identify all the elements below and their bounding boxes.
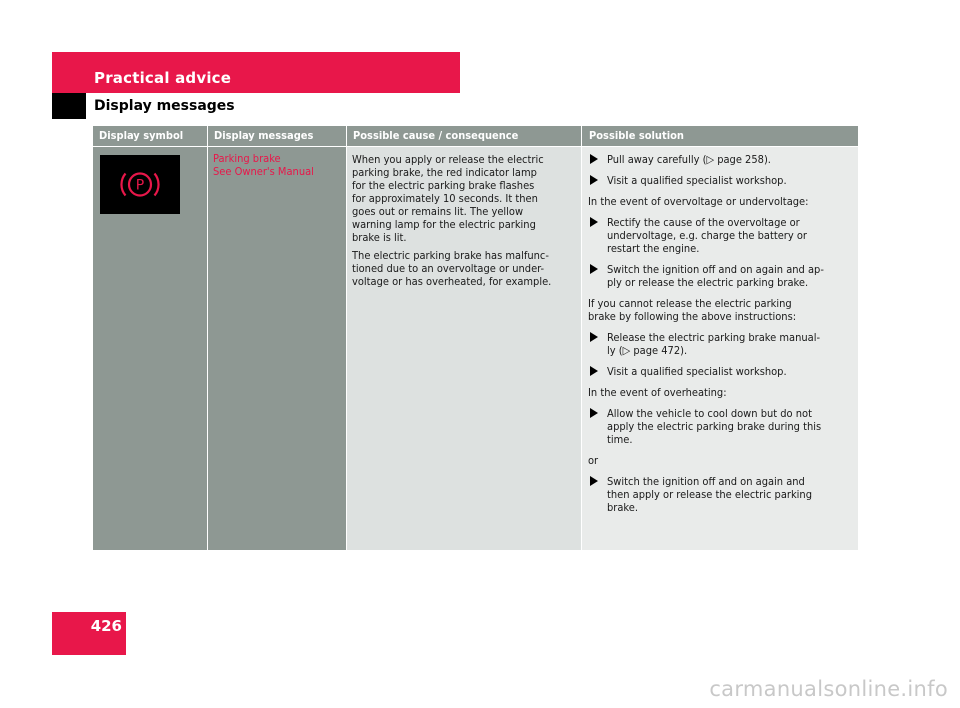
column-divider: [346, 126, 347, 550]
arrow-right-icon: [590, 154, 598, 164]
message-line: See Owner's Manual: [213, 165, 314, 178]
parking-brake-warning-icon: [100, 155, 180, 214]
solution-line: ply or release the electric parking brake.: [607, 276, 809, 289]
solution-line: Switch the ignition off and on again and: [607, 475, 805, 488]
solution-step: [588, 216, 854, 255]
arrow-right-icon: [590, 408, 598, 418]
solution-line: Rectify the cause of the overvoltage or: [607, 216, 800, 229]
arrow-right-icon: [590, 366, 598, 376]
solution-step: [588, 331, 854, 357]
solution-note: [588, 454, 854, 467]
cause-cell: [347, 146, 581, 550]
message-line: Parking brake: [213, 152, 281, 165]
cause-line: When you apply or release the electric: [352, 153, 544, 166]
watermark: carmanualsonline.info: [709, 677, 948, 701]
solution-step: [588, 174, 854, 187]
solution-line: Allow the vehicle to cool down but do not: [607, 407, 812, 420]
solution-line: or: [588, 454, 599, 467]
parking-brake-letter: P: [135, 177, 145, 194]
solution-step: [588, 263, 854, 289]
cause-line: parking brake, the red indicator lamp: [352, 166, 537, 179]
solution-line: If you cannot release the electric parking: [588, 297, 792, 310]
section-marker: [52, 93, 86, 119]
solution-step: [588, 475, 854, 514]
solution-cell: [582, 146, 858, 550]
cause-paragraph: [352, 153, 580, 244]
solution-line: In the event of overheating:: [588, 386, 727, 399]
cause-line: for approximately 10 seconds. It then: [352, 192, 538, 205]
solution-line: Visit a qualified specialist workshop.: [607, 174, 787, 187]
solution-line: then apply or release the electric parking: [607, 488, 812, 501]
solution-line: In the event of overvoltage or undervoltage:: [588, 195, 809, 208]
column-divider: [581, 126, 582, 550]
cause-line: voltage or has overheated, for example.: [352, 275, 552, 288]
solution-line: undervoltage, e.g. charge the battery or: [607, 229, 807, 242]
column-header-display-symbol: Display symbol: [99, 129, 184, 142]
column-header-display-messages: Display messages: [214, 129, 314, 142]
solution-line: Pull away carefully (▷ page 258).: [607, 153, 771, 166]
solution-note: [588, 195, 854, 208]
arrow-right-icon: [590, 476, 598, 486]
cause-line: for the electric parking brake flashes: [352, 179, 535, 192]
column-header-possible-cause: Possible cause / consequence: [353, 129, 519, 142]
cause-line: The electric parking brake has malfunc-: [352, 249, 549, 262]
solution-line: brake.: [607, 501, 638, 514]
solution-line: Release the electric parking brake manual-: [607, 331, 821, 344]
cause-line: brake is lit.: [352, 231, 407, 244]
arrow-right-icon: [590, 217, 598, 227]
arrow-right-icon: [590, 264, 598, 274]
page-number: 426: [90, 617, 122, 635]
cause-line: warning lamp for the electric parking: [352, 218, 536, 231]
solution-step: [588, 407, 854, 446]
column-divider: [207, 126, 208, 550]
solution-line: brake by following the above instructions:: [588, 310, 797, 323]
arrow-right-icon: [590, 332, 598, 342]
section-title: Practical advice: [94, 69, 232, 87]
solution-list: [588, 153, 854, 522]
column-header-possible-solution: Possible solution: [589, 129, 684, 142]
arrow-right-icon: [590, 175, 598, 185]
cause-line: goes out or remains lit. The yellow: [352, 205, 524, 218]
header-divider: [93, 146, 858, 147]
message-cell: [208, 146, 346, 550]
solution-line: Visit a qualified specialist workshop.: [607, 365, 787, 378]
page-subtitle: Display messages: [94, 98, 235, 114]
cause-line: tioned due to an overvoltage or under-: [352, 262, 545, 275]
display-messages-table: [93, 126, 858, 550]
solution-line: time.: [607, 433, 633, 446]
cause-paragraph: [352, 249, 580, 288]
solution-line: Switch the ignition off and on again and ap-: [607, 263, 824, 276]
solution-note: [588, 297, 854, 323]
solution-line: apply the electric parking brake during this: [607, 420, 822, 433]
solution-step: [588, 365, 854, 378]
solution-note: [588, 386, 854, 399]
solution-step: [588, 153, 854, 166]
solution-line: restart the engine.: [607, 242, 700, 255]
display-message: [213, 152, 314, 178]
cause-text: [352, 153, 580, 293]
solution-line: ly (▷ page 472).: [607, 344, 688, 357]
symbol-cell: [93, 146, 207, 550]
